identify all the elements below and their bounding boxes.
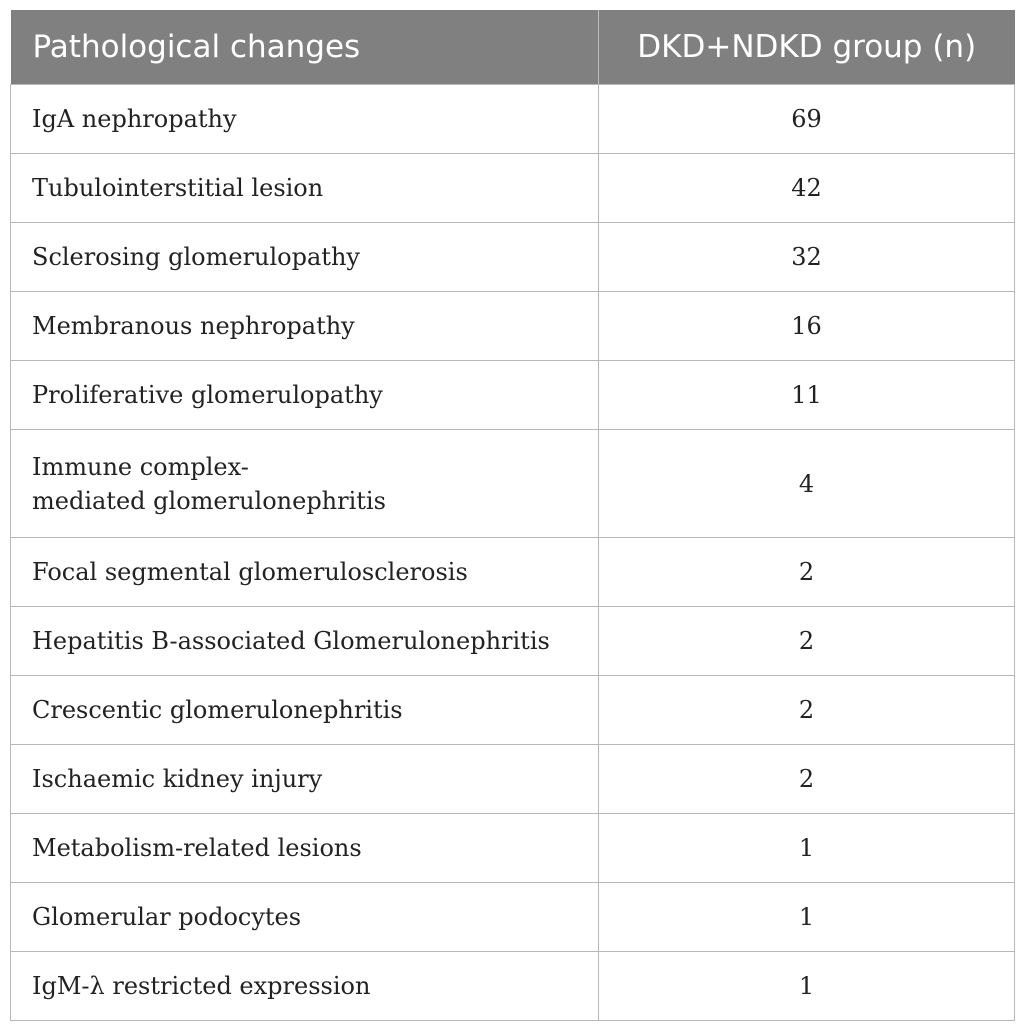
row-name: IgA nephropathy [11,85,599,154]
row-name [11,430,599,538]
row-value: 1 [599,883,1015,952]
table-row [11,883,1015,952]
table-row [11,952,1015,1021]
row-name: Focal segmental glomerulosclerosis [11,538,599,607]
table-row [11,814,1015,883]
header-pathological-changes: Pathological changes [11,10,599,85]
table-row [11,538,1015,607]
table-row [11,361,1015,430]
table-row [11,676,1015,745]
row-name-line-1: Immune complex- [32,452,249,481]
table-row [11,154,1015,223]
row-value: 1 [599,952,1015,1021]
row-name: Sclerosing glomerulopathy [11,223,599,292]
table-header-row [11,10,1015,85]
table-row [11,430,1015,538]
table-row [11,745,1015,814]
table-row [11,607,1015,676]
header-group-count: DKD+NDKD group (n) [599,10,1015,85]
row-name: Metabolism-related lesions [11,814,599,883]
row-value: 16 [599,292,1015,361]
row-name: Glomerular podocytes [11,883,599,952]
row-name: Crescentic glomerulonephritis [11,676,599,745]
row-value: 42 [599,154,1015,223]
row-value: 32 [599,223,1015,292]
row-value: 4 [599,430,1015,538]
row-value: 2 [599,538,1015,607]
pathology-table [10,10,1015,1021]
row-name: Membranous nephropathy [11,292,599,361]
row-name: Hepatitis B-associated Glomerulonephritis [11,607,599,676]
row-value: 11 [599,361,1015,430]
row-name: Tubulointerstitial lesion [11,154,599,223]
row-value: 69 [599,85,1015,154]
row-value: 2 [599,607,1015,676]
row-value: 2 [599,676,1015,745]
row-value: 1 [599,814,1015,883]
row-name: Ischaemic kidney injury [11,745,599,814]
row-name-line-2: mediated glomerulonephritis [32,486,386,515]
row-name: IgM-λ restricted expression [11,952,599,1021]
pathology-table-container [10,10,1014,1021]
table-row [11,85,1015,154]
row-value: 2 [599,745,1015,814]
table-row [11,223,1015,292]
table-row [11,292,1015,361]
row-name: Proliferative glomerulopathy [11,361,599,430]
